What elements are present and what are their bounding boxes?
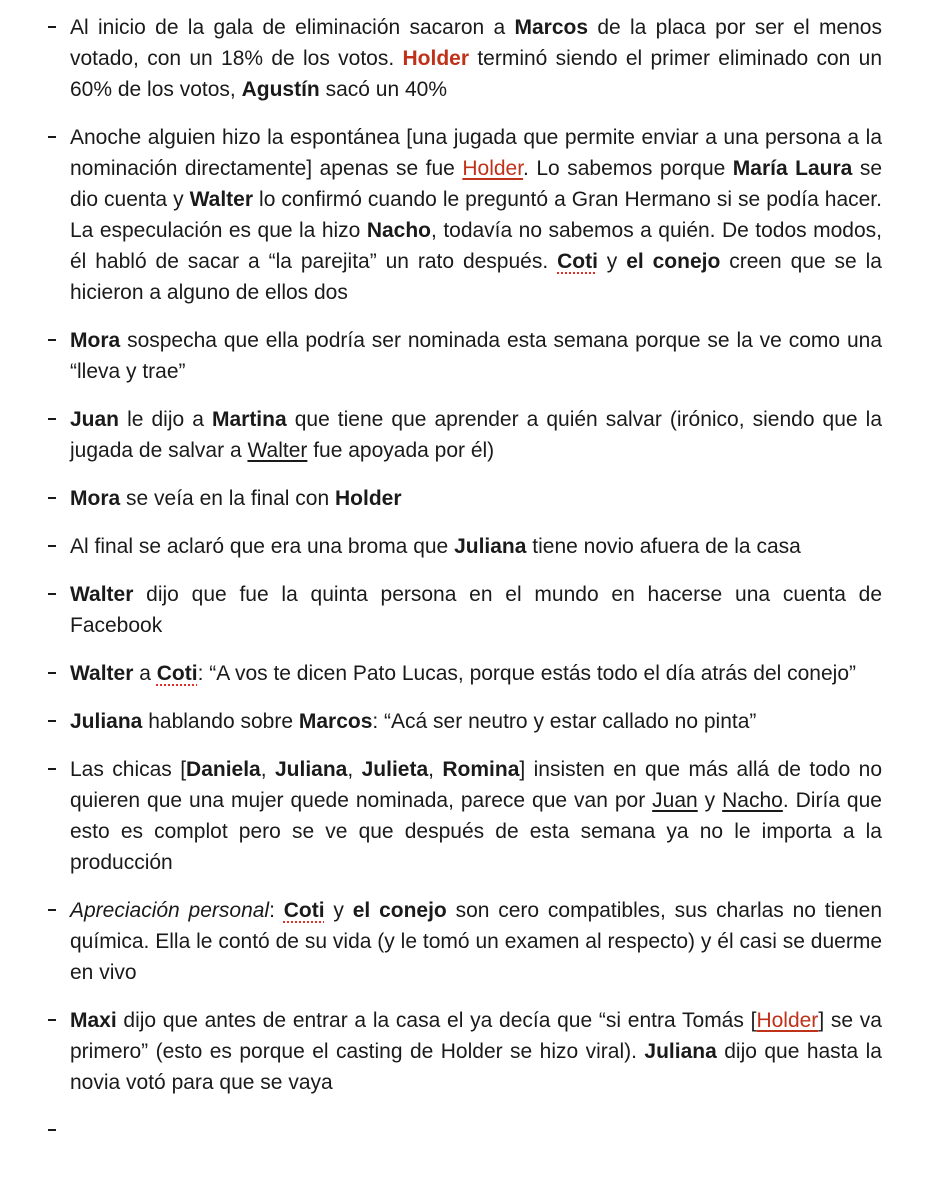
text-run: : [269,899,284,922]
bullet-item [0,483,934,514]
italic-text: Apreciación personal [70,899,270,922]
text-run: dijo que fue la quinta persona en el mundo en hacerse una cuenta de Facebook [70,583,882,637]
text-run: y [697,789,723,812]
text-run: se dio cuenta y [70,157,882,211]
text-run: Las chicas [ [70,758,187,781]
text-run: de la placa por ser el menos votado, con un 18% de los votos. [70,16,882,70]
text-run: ] insisten en que más allá de todo no quieren que una mujer quede nominada, parece que van por [70,758,883,812]
text-run: , [347,758,362,781]
text-run: dijo que hasta la novia votó para que se vaya [70,1040,882,1094]
hyperlink[interactable]: Holder [462,157,524,180]
bold-name: Marcos [298,710,373,733]
text-run: que tiene que aprender a quién salvar (irónico, siendo que la jugada de salvar a [70,408,882,462]
bullet-item [0,658,934,689]
text-run: : “A vos te dicen Pato Lucas, porque estás todo el día atrás del conejo” [197,662,856,685]
bold-name: Nacho [366,219,432,242]
bold-name: Holder [335,487,402,510]
text-run: le dijo a [119,408,212,431]
misspelled-word: Coti [156,662,198,685]
bold-name: Juliana [454,535,527,558]
bold-name: Walter [189,188,254,211]
bullet-item [0,895,934,988]
bold-name: Walter [70,662,134,685]
bullet-list [0,12,934,1146]
bold-name: el conejo [352,899,447,922]
text-run: son cero compatibles, sus charlas no tienen química. Ella le contó de su vida (y le tomó un examen al respecto) y él casi se duerme en vivo [70,899,883,984]
bold-name: Juliana [70,710,143,733]
text-run: : “Acá ser neutro y estar callado no pinta” [372,710,757,733]
bold-name: Marcos [514,16,589,39]
text-run: , [428,758,443,781]
text-run: . Diría que esto es complot pero se ve que después de esta semana ya no le importa a la producción [70,789,882,874]
bullet-item [0,706,934,737]
text-run: Anoche alguien hizo la espontánea [una jugada que permite enviar a una persona a la nominación directamente] apenas se fue [70,126,882,180]
bullet-item [0,325,934,387]
text-run: a [133,662,157,685]
text-run: tiene novio afuera de la casa [526,535,801,558]
underlined-text: Juan [652,789,698,812]
text-run: Al final se aclaró que era una broma que [70,535,455,558]
bold-name: Romina [442,758,520,781]
text-run: fue apoyada por él) [307,439,495,462]
bold-name: Maxi [70,1009,117,1032]
text-run: sospecha que ella podría ser nominada esta semana porque se la ve como una “lleva y trae” [70,329,882,383]
underlined-text: Walter [247,439,308,462]
text-run: . Lo sabemos porque [523,157,733,180]
text-run: terminó siendo el primer eliminado con un 60% de los votos, [70,47,882,101]
bullet-item [0,1115,934,1146]
underlined-text: Nacho [722,789,783,812]
bullet-item [0,531,934,562]
bullet-item [0,404,934,466]
bold-name: Mora [70,487,121,510]
bold-name: Martina [211,408,287,431]
text-run: creen que se la hicieron a alguno de ellos dos [70,250,882,304]
bold-name: Walter [70,583,134,606]
hyperlink[interactable]: Holder [756,1009,819,1032]
bold-name: María Laura [732,157,853,180]
bold-name: Juan [70,408,120,431]
bold-name: Julieta [361,758,429,781]
misspelled-word: Coti [283,899,325,922]
bold-name: Holder [402,47,470,70]
text-run: , [260,758,275,781]
text-run: y [597,250,627,273]
bullet-item [0,12,934,105]
bullet-item [0,1005,934,1098]
misspelled-word: Coti [557,250,598,273]
bold-name: Agustín [241,78,320,101]
bullet-item [0,754,934,878]
bold-name: Juliana [644,1040,717,1063]
text-run: hablando sobre [142,710,299,733]
text-run: dijo que antes de entrar a la casa el ya decía que “si entra Tomás [ [116,1009,757,1032]
text-run: se veía en la final con [120,487,335,510]
text-run: ] se va primero” (esto es porque el casting de Holder se hizo viral). [70,1009,882,1063]
text-run: , todavía no sabemos a quién. De todos modos, él habló de sacar a “la parejita” un rato después. [70,219,882,273]
text-run: sacó un 40% [319,78,448,101]
bold-name: Mora [70,329,121,352]
bold-name: Juliana [274,758,348,781]
document-body [0,12,934,1163]
text-run: y [324,899,353,922]
bold-name: Daniela [186,758,261,781]
text-run: lo confirmó cuando le preguntó a Gran Hermano si se podía hacer. La especulación es que la hizo [70,188,882,242]
bullet-item [0,122,934,308]
text-run: Al inicio de la gala de eliminación sacaron a [70,16,515,39]
bold-name: el conejo [626,250,721,273]
bullet-item [0,579,934,641]
